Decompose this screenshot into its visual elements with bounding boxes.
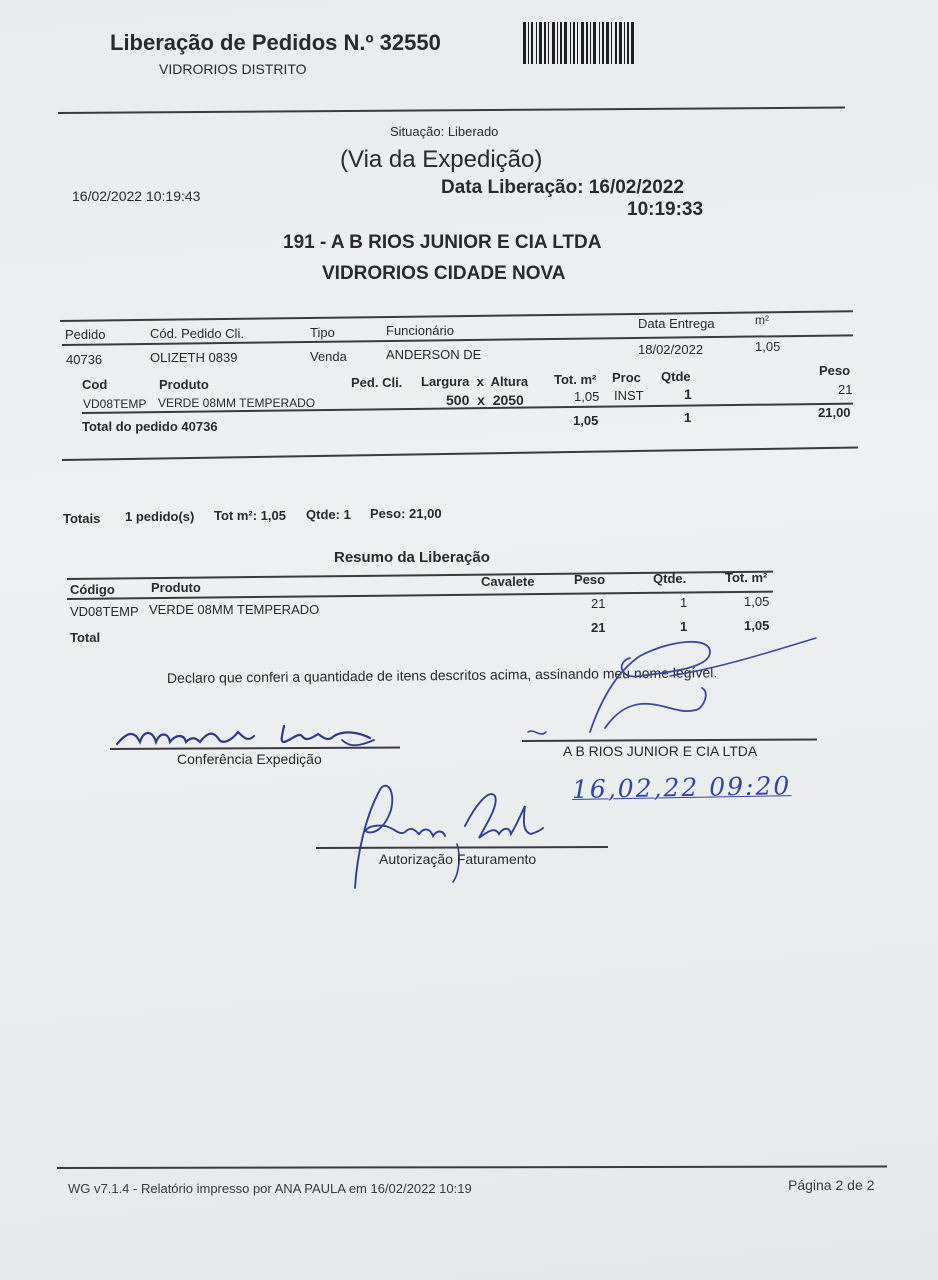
total-pedido-qtde: 1 — [684, 410, 692, 425]
item-col-tot-m2: Tot. m² — [554, 372, 597, 387]
print-datetime: 16/02/2022 10:19:43 — [72, 188, 201, 204]
totais-peso: Peso: 21,00 — [370, 506, 442, 521]
resumo-produto: VERDE 08MM TEMPERADO — [149, 602, 320, 617]
item-peso: 21 — [838, 382, 853, 397]
order-funcionario: ANDERSON DE — [386, 347, 482, 362]
item-tot-m2: 1,05 — [574, 389, 600, 404]
footer-printed-by: WG v7.1.4 - Relatório impresso por ANA PAULA em 16/02/2022 10:19 — [68, 1181, 472, 1196]
resumo-qtde: 1 — [680, 595, 688, 610]
document-title: Liberação de Pedidos N.º 32550 — [110, 30, 441, 55]
item-proc: INST — [614, 388, 644, 403]
item-largura-altura: 500 x 2050 — [446, 392, 524, 408]
col-m2: m² — [755, 313, 769, 327]
page-number: Página 2 de 2 — [788, 1177, 875, 1193]
col-tipo: Tipo — [310, 325, 335, 340]
handwritten-date: 16,02,22 09:20 — [571, 771, 792, 804]
autorizacao-label: Autorização Faturamento — [379, 851, 537, 867]
item-col-cod: Cod — [82, 377, 108, 392]
item-col-qtde: Qtde — [661, 369, 691, 384]
item-col-produto: Produto — [159, 377, 209, 392]
order-cod-pedido-cli: OLIZETH 0839 — [150, 350, 238, 365]
item-col-largura-altura: Largura x Altura — [421, 374, 529, 389]
total-pedido-peso: 21,00 — [818, 405, 851, 420]
order-table-bottom-rule — [62, 446, 858, 461]
client-signature-label: A B RIOS JUNIOR E CIA LTDA — [563, 743, 758, 759]
resumo-col-tot-m2: Tot. m² — [725, 570, 768, 585]
col-cod-pedido-cli: Cód. Pedido Cli. — [150, 326, 244, 341]
col-data-entrega: Data Entrega — [638, 316, 715, 331]
order-pedido: 40736 — [66, 352, 103, 367]
resumo-title: Resumo da Liberação — [334, 549, 490, 566]
item-produto: VERDE 08MM TEMPERADO — [158, 396, 316, 410]
declaration-text: Declaro que conferi a quantidade de itens descritos acima, assinando meu nome legível. — [166, 664, 718, 686]
barcode — [523, 22, 661, 64]
company-name: VIDRORIOS DISTRITO — [159, 61, 307, 77]
total-pedido-tot-m2: 1,05 — [573, 413, 599, 428]
autorizacao-signature — [345, 776, 555, 896]
header-divider — [58, 107, 845, 114]
conferencia-label: Conferência Expedição — [177, 751, 322, 767]
client-signature — [520, 632, 820, 744]
resumo-col-peso: Peso — [574, 572, 606, 587]
totais-pedidos: 1 pedido(s) — [125, 509, 195, 524]
data-liberacao-time: 10:19:33 — [627, 199, 704, 220]
footer-rule — [57, 1166, 887, 1169]
item-col-ped-cli: Ped. Cli. — [351, 375, 403, 390]
resumo-col-qtde: Qtde. — [653, 571, 687, 586]
item-qtde: 1 — [684, 386, 692, 402]
client-name: 191 - A B RIOS JUNIOR E CIA LTDA — [283, 232, 602, 253]
order-data-entrega: 18/02/2022 — [638, 342, 704, 357]
col-funcionario: Funcionário — [386, 323, 454, 338]
situacao: Situação: Liberado — [390, 124, 499, 139]
col-pedido: Pedido — [65, 327, 106, 342]
resumo-total-tot-m2: 1,05 — [744, 618, 770, 633]
client-store: VIDRORIOS CIDADE NOVA — [322, 263, 566, 284]
item-col-peso: Peso — [819, 363, 851, 378]
resumo-tot-m2: 1,05 — [744, 594, 770, 609]
order-tipo: Venda — [310, 349, 347, 364]
resumo-total-label: Total — [70, 630, 101, 645]
total-pedido-label: Total do pedido 40736 — [82, 419, 218, 434]
totais-tot-m2: Tot m²: 1,05 — [214, 508, 286, 523]
order-table-top-rule — [60, 310, 853, 322]
via-label: (Via da Expedição) — [340, 146, 543, 173]
totais-label: Totais — [63, 511, 101, 526]
item-cod: VD08TEMP — [83, 397, 147, 411]
resumo-codigo: VD08TEMP — [70, 604, 139, 619]
resumo-peso: 21 — [591, 596, 606, 611]
data-liberacao: Data Liberação: 16/02/2022 — [441, 177, 684, 198]
resumo-col-cavalete: Cavalete — [481, 574, 535, 589]
resumo-total-peso: 21 — [591, 620, 606, 635]
totais-qtde: Qtde: 1 — [306, 507, 351, 522]
resumo-col-produto: Produto — [151, 580, 201, 595]
order-m2: 1,05 — [755, 339, 781, 354]
item-col-proc: Proc — [612, 370, 641, 385]
resumo-total-qtde: 1 — [680, 619, 688, 634]
resumo-col-codigo: Código — [70, 582, 115, 597]
